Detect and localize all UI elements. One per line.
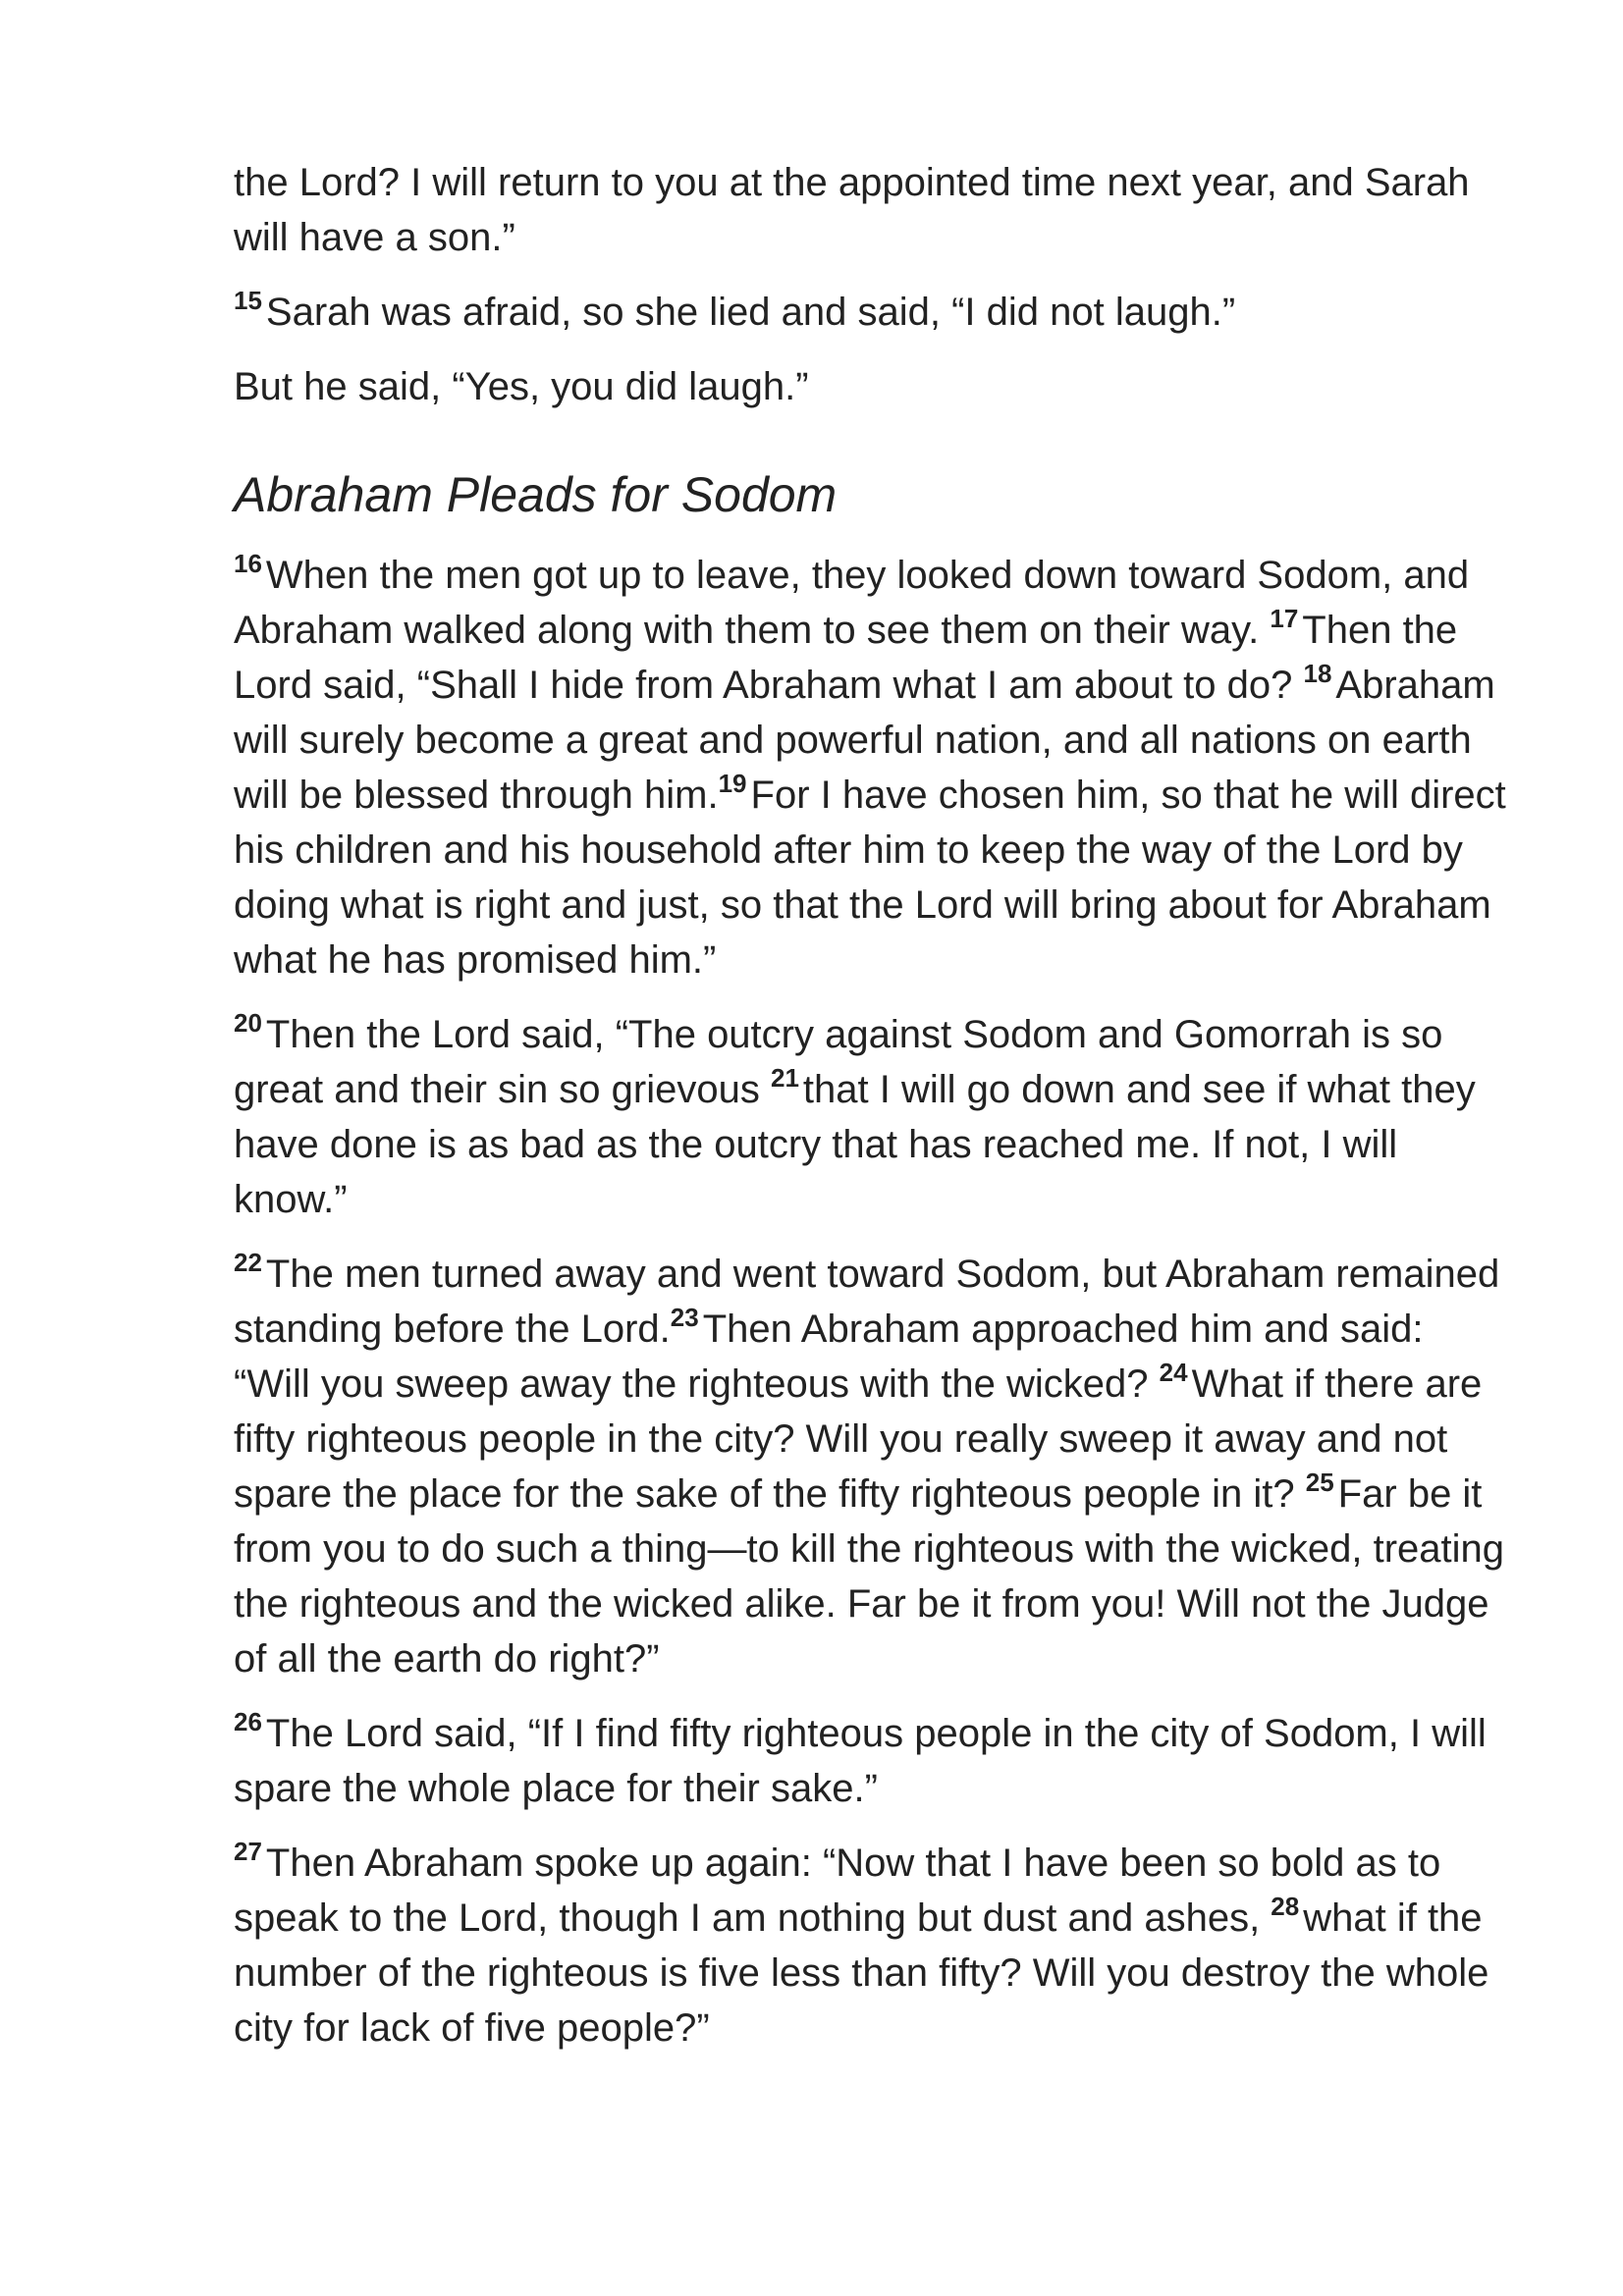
verse-number: 15: [234, 285, 262, 315]
verse-text: Far be it from you to do such a thing—to kill the righteous with the wicked, treating the righteous and the wicked alike. Far be it from you! Will not the Judge of all the earth do right?”: [234, 1472, 1505, 1681]
verse-number: 17: [1270, 603, 1299, 633]
verse-number: 25: [1305, 1467, 1334, 1497]
scripture-paragraph: [234, 1247, 1510, 1686]
verse-text: Sarah was afraid, so she lied and said, “I did not laugh.”: [265, 291, 1236, 334]
verse-number: 24: [1159, 1357, 1188, 1387]
verse-text: that I will go down and see if what they have done is as bad as the outcry that has reached me. If not, I will know.”: [234, 1068, 1476, 1221]
verse-text: Abraham will surely become a great and powerful nation, and all nations on earth will be blessed through him.: [234, 664, 1495, 817]
verse-text: Then the Lord said, “The outcry against Sodom and Gomorrah is so great and their sin so grievous: [234, 1013, 1443, 1111]
verse-text: what if the number of the righteous is five less than fifty? Will you destroy the whole city for lack of five people?”: [234, 1896, 1489, 2050]
verse-text: the Lord? I will return to you at the appointed time next year, and Sarah will have a son.”: [234, 161, 1470, 259]
scripture-paragraph: [234, 155, 1510, 265]
verse-number: 22: [234, 1247, 262, 1277]
verse-number: 18: [1303, 658, 1332, 688]
verse-text: For I have chosen him, so that he will direct his children and his household after him to keep the way of the Lord by doing what is right and just, so that the Lord will bring about for Abraham what he has promised him.”: [234, 774, 1506, 982]
verse-number: 19: [718, 768, 747, 798]
document-page: [234, 155, 1510, 2075]
scripture-paragraph: [234, 285, 1510, 340]
verse-text: Then the Lord said, “Shall I hide from Abraham what I am about to do?: [234, 609, 1458, 707]
verse-text: When the men got up to leave, they looked down toward Sodom, and Abraham walked along with them to see them on their way.: [234, 554, 1470, 652]
verse-number: 20: [234, 1007, 262, 1038]
verse-text: What if there are fifty righteous people in the city? Will you really sweep it away and not spare the place for the sake of the fifty righteous people in it?: [234, 1362, 1483, 1516]
scripture-paragraph: [234, 359, 1510, 414]
scripture-paragraph: [234, 1706, 1510, 1816]
verse-number: 28: [1271, 1891, 1300, 1921]
verse-number: 27: [234, 1836, 262, 1866]
verse-text: But he said, “Yes, you did laugh.”: [234, 365, 809, 408]
verse-number: 21: [770, 1062, 799, 1093]
verse-text: Then Abraham approached him and said: “Will you sweep away the righteous with the wicked?: [234, 1308, 1424, 1406]
section-heading: Abraham Pleads for Sodom: [234, 467, 838, 522]
verse-number: 26: [234, 1706, 262, 1736]
scripture-paragraph: [234, 548, 1510, 988]
verse-text: Then Abraham spoke up again: “Now that I have been so bold as to speak to the Lord, though I am nothing but dust and ashes,: [234, 1842, 1441, 1940]
verse-number: 16: [234, 548, 262, 578]
verse-number: 23: [670, 1302, 699, 1332]
scripture-paragraph: [234, 1007, 1510, 1227]
verse-text: The Lord said, “If I find fifty righteous people in the city of Sodom, I will spare the whole place for their sake.”: [234, 1712, 1487, 1810]
verse-text: The men turned away and went toward Sodom, but Abraham remained standing before the Lord.: [234, 1253, 1500, 1351]
scripture-paragraph: [234, 1836, 1510, 2056]
